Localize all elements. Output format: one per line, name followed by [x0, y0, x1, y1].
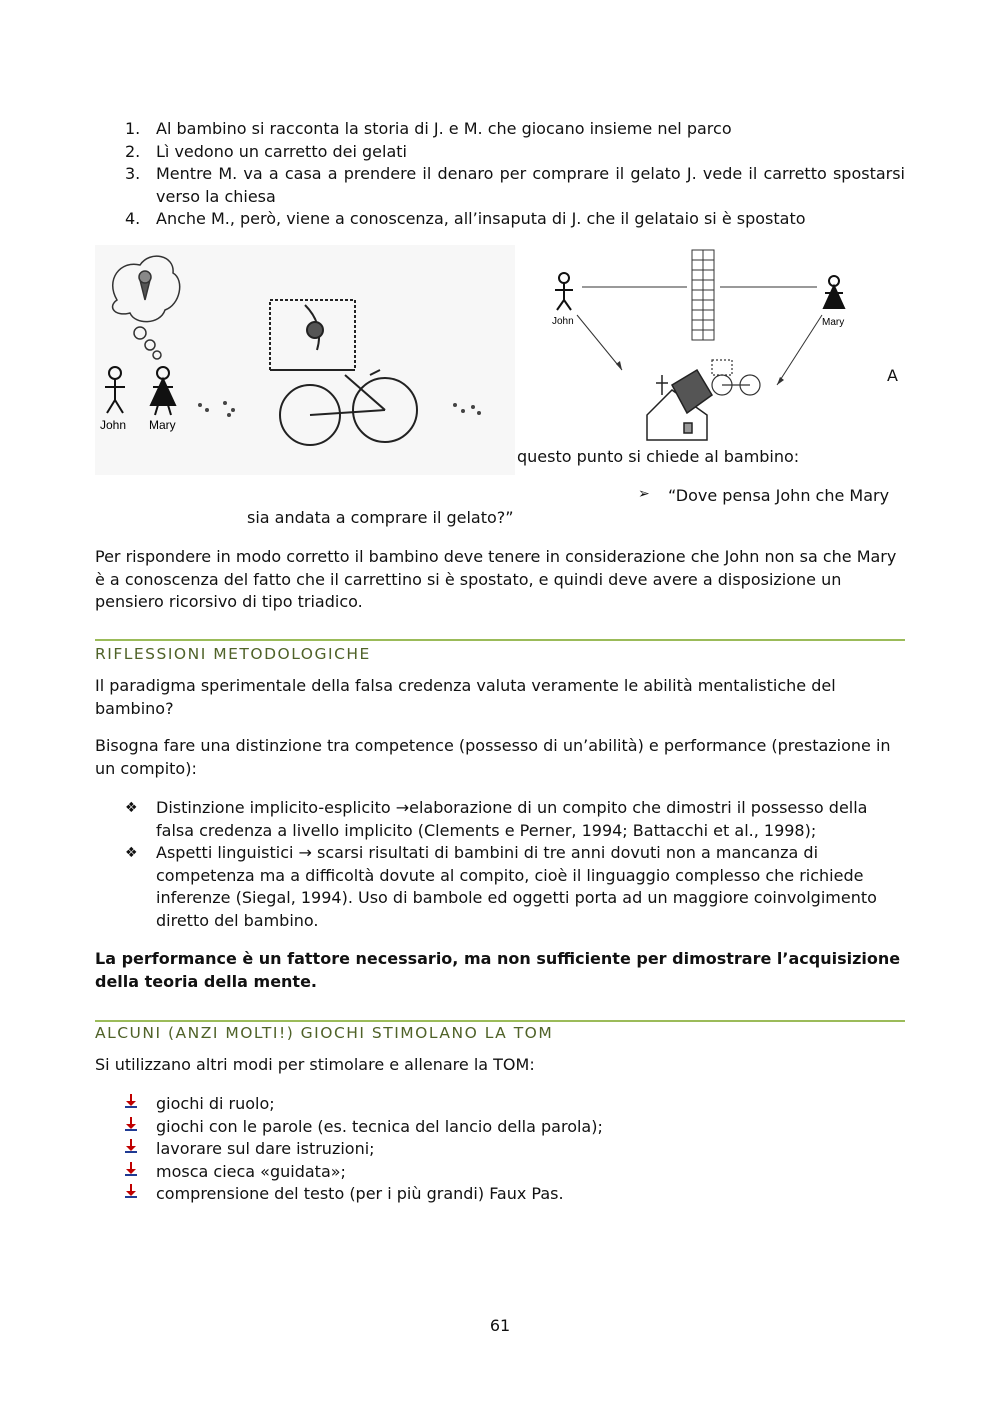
list-text: Distinzione implicito-esplicito →elaborazione di un compito che dimostri il possesso della falsa credenza a livello implicito (Clements e Perner, 1994; Battacchi et al., 1998); [156, 798, 868, 840]
bullet-list [95, 797, 905, 932]
answer-paragraph: Per rispondere in modo corretto il bambino deve tenere in considerazione che John non sa che Mary è a conoscenza del fatto che il carrettino si è spostato, e quindi deve avere a disposizione un pensiero ricorsivo di tipo triadico. [95, 547, 897, 611]
question-line-1: “Dove pensa John che Mary [668, 486, 890, 505]
section-heading: ALCUNI (ANZI MOLTI!) GIOCHI STIMOLANO LA TOM [95, 1024, 554, 1042]
john-label: John [100, 418, 127, 432]
diamond-bullet-icon: ❖ [125, 845, 138, 861]
body-paragraph: Si utilizzano altri modi per stimolare e allenare la TOM: [95, 1055, 535, 1074]
list-text: Al bambino si racconta la storia di J. e M. che giocano insieme nel parco [156, 119, 732, 138]
list-text: Mentre M. va a casa a prendere il denaro per comprare il gelato J. vede il carretto spostarsi verso la chiesa [156, 164, 905, 206]
list-item [95, 208, 905, 231]
brick-wall-icon [692, 250, 714, 340]
arrow-bullet-icon [125, 1138, 137, 1161]
story-steps-list [95, 118, 905, 231]
list-text: mosca cieca «guidata»; [156, 1161, 346, 1181]
list-text: giochi di ruolo; [156, 1094, 275, 1113]
question-bullet-icon: ➢ [638, 486, 650, 502]
list-item [95, 141, 905, 164]
list-item [95, 118, 905, 141]
list-text: lavorare sul dare istruzioni; [156, 1139, 375, 1158]
arrow-bullet-icon [125, 1183, 137, 1206]
list-item [95, 1183, 905, 1206]
diamond-bullet-icon: ❖ [125, 800, 138, 816]
arrow-bullet-icon [125, 1093, 137, 1116]
stray-text: A [887, 366, 898, 385]
list-text: Anche M., però, viene a conoscenza, all’insaputa di J. che il gelataio si è spostato [156, 209, 806, 228]
church-map-illustration [522, 245, 862, 445]
list-number: 4. [125, 209, 141, 228]
list-item [95, 797, 905, 842]
john-figure-icon [555, 273, 573, 310]
list-text: comprensione del testo (per i più grandi) Faux Pas. [156, 1184, 564, 1203]
question-line-2: sia andata a comprare il gelato?” [247, 508, 514, 527]
list-item [95, 1116, 905, 1139]
list-item [95, 842, 905, 932]
section-divider [95, 639, 905, 641]
section-heading: RIFLESSIONI METODOLOGICHE [95, 645, 371, 663]
conclusion-paragraph: La performance è un fattore necessario, ma non sufficiente per dimostrare l’acquisizione della teoria della mente. [95, 949, 901, 991]
bullet-list [95, 1093, 905, 1206]
list-number: 1. [125, 119, 141, 138]
list-text: Aspetti linguistici → scarsi risultati di bambini di tre anni dovuti non a mancanza di competenza ma a difficoltà dovute al compito, cioè il linguaggio complesso che richiede inferenze (Siegal, 1994). Uso di bambole ed oggetti porta ad un maggiore coinvolgimento diretto del bambino. [156, 843, 877, 930]
list-number: 3. [125, 164, 141, 183]
section-divider [95, 1020, 905, 1022]
list-item [95, 1161, 905, 1184]
question-intro: questo punto si chiede al bambino: [517, 447, 800, 466]
body-paragraph: Bisogna fare una distinzione tra competence (possesso di un’abilità) e performance (prestazione in un compito): [95, 736, 891, 778]
body-paragraph: Il paradigma sperimentale della falsa credenza valuta veramente le abilità mentalistiche del bambino? [95, 676, 836, 718]
church-icon [647, 370, 712, 440]
john-mary-park-illustration [95, 245, 515, 475]
arrow-bullet-icon [125, 1116, 137, 1139]
list-text: Lì vedono un carretto dei gelati [156, 141, 407, 161]
list-item [95, 1138, 905, 1161]
mary-label: Mary [149, 418, 176, 432]
mary-figure-icon [824, 276, 844, 308]
ice-cream-cart-icon [712, 360, 760, 395]
john-label: John [552, 316, 574, 327]
page-number: 61 [489, 1316, 511, 1335]
list-text: giochi con le parole (es. tecnica del lancio della parola); [156, 1116, 603, 1136]
list-number: 2. [125, 141, 141, 161]
list-item [95, 163, 905, 208]
list-item [95, 1093, 905, 1116]
arrow-bullet-icon [125, 1161, 137, 1184]
mary-label: Mary [822, 317, 845, 328]
